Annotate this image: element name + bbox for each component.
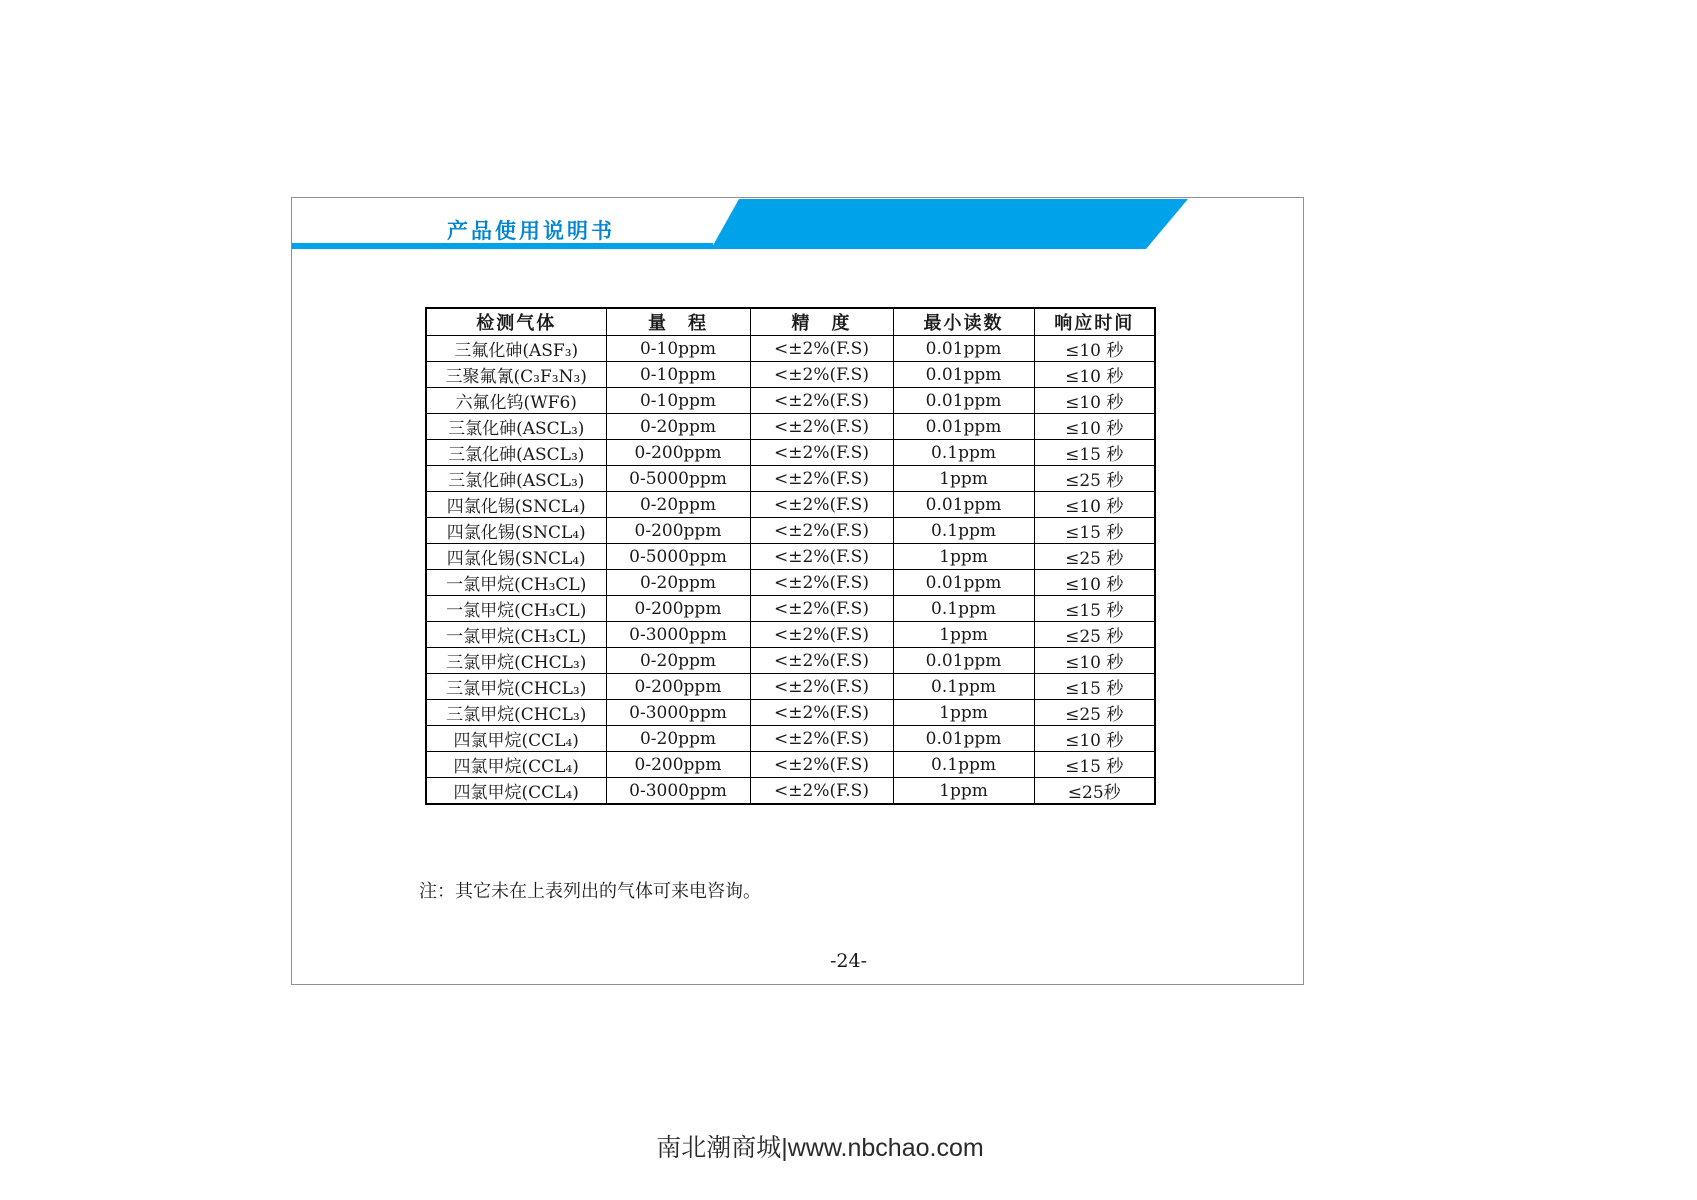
header-range: 量 程 [606, 308, 750, 336]
accuracy-cell: <±2%(F.S) [750, 570, 893, 596]
table-row [426, 388, 1155, 414]
table-row [426, 466, 1155, 492]
min-reading-cell: 1ppm [893, 466, 1034, 492]
range-cell: 0-200ppm [606, 440, 750, 466]
gas-cell: 三氯甲烷(CHCL₃) [426, 674, 606, 700]
header-min-reading: 最小读数 [893, 308, 1034, 336]
table-row [426, 518, 1155, 544]
response-time-cell: ≤15 秒 [1034, 752, 1155, 778]
range-cell: 0-200ppm [606, 596, 750, 622]
accuracy-cell: <±2%(F.S) [750, 518, 893, 544]
accuracy-cell: <±2%(F.S) [750, 752, 893, 778]
gas-cell: 四氯化锡(SNCL₄) [426, 544, 606, 570]
table-row [426, 440, 1155, 466]
gas-cell: 四氯化锡(SNCL₄) [426, 492, 606, 518]
table-row [426, 414, 1155, 440]
gas-cell: 一氯甲烷(CH₃CL) [426, 622, 606, 648]
accuracy-cell: <±2%(F.S) [750, 466, 893, 492]
gas-cell: 四氯甲烷(CCL₄) [426, 778, 606, 805]
range-cell: 0-5000ppm [606, 466, 750, 492]
gas-cell: 四氯甲烷(CCL₄) [426, 752, 606, 778]
table-row [426, 752, 1155, 778]
accuracy-cell: <±2%(F.S) [750, 388, 893, 414]
gas-cell: 三氯甲烷(CHCL₃) [426, 700, 606, 726]
response-time-cell: ≤25 秒 [1034, 466, 1155, 492]
range-cell: 0-3000ppm [606, 700, 750, 726]
gas-cell: 三氯甲烷(CHCL₃) [426, 648, 606, 674]
min-reading-cell: 0.1ppm [893, 596, 1034, 622]
gas-cell: 四氯化锡(SNCL₄) [426, 518, 606, 544]
accuracy-cell: <±2%(F.S) [750, 362, 893, 388]
response-time-cell: ≤25 秒 [1034, 700, 1155, 726]
accuracy-cell: <±2%(F.S) [750, 778, 893, 805]
min-reading-cell: 1ppm [893, 544, 1034, 570]
header-blue-banner [706, 199, 1188, 249]
gas-spec-table [425, 307, 1156, 805]
accuracy-cell: <±2%(F.S) [750, 700, 893, 726]
table-row [426, 336, 1155, 362]
response-time-cell: ≤25秒 [1034, 778, 1155, 805]
gas-spec-table-wrap [425, 307, 1156, 805]
document-page [291, 197, 1304, 985]
min-reading-cell: 0.01ppm [893, 648, 1034, 674]
accuracy-cell: <±2%(F.S) [750, 674, 893, 700]
accuracy-cell: <±2%(F.S) [750, 440, 893, 466]
response-time-cell: ≤15 秒 [1034, 440, 1155, 466]
document-title: 产品使用说明书 [447, 220, 615, 243]
accuracy-cell: <±2%(F.S) [750, 648, 893, 674]
range-cell: 0-200ppm [606, 518, 750, 544]
gas-cell: 一氯甲烷(CH₃CL) [426, 570, 606, 596]
range-cell: 0-20ppm [606, 570, 750, 596]
table-row [426, 700, 1155, 726]
min-reading-cell: 1ppm [893, 622, 1034, 648]
accuracy-cell: <±2%(F.S) [750, 336, 893, 362]
min-reading-cell: 1ppm [893, 700, 1034, 726]
min-reading-cell: 0.1ppm [893, 518, 1034, 544]
min-reading-cell: 0.1ppm [893, 752, 1034, 778]
range-cell: 0-3000ppm [606, 778, 750, 805]
min-reading-cell: 1ppm [893, 778, 1034, 805]
gas-cell: 六氟化钨(WF6) [426, 388, 606, 414]
table-row [426, 596, 1155, 622]
table-row [426, 362, 1155, 388]
response-time-cell: ≤10 秒 [1034, 362, 1155, 388]
table-header-row [426, 308, 1155, 336]
min-reading-cell: 0.01ppm [893, 726, 1034, 752]
gas-cell: 三氯化砷(ASCL₃) [426, 414, 606, 440]
table-row [426, 570, 1155, 596]
table-row [426, 674, 1155, 700]
page-number: -24- [829, 950, 868, 972]
accuracy-cell: <±2%(F.S) [750, 622, 893, 648]
range-cell: 0-5000ppm [606, 544, 750, 570]
table-note: 注：其它未在上表列出的气体可来电咨询。 [419, 881, 761, 902]
gas-cell: 四氯甲烷(CCL₄) [426, 726, 606, 752]
range-cell: 0-20ppm [606, 414, 750, 440]
accuracy-cell: <±2%(F.S) [750, 596, 893, 622]
min-reading-cell: 0.01ppm [893, 492, 1034, 518]
min-reading-cell: 0.01ppm [893, 570, 1034, 596]
response-time-cell: ≤10 秒 [1034, 388, 1155, 414]
response-time-cell: ≤15 秒 [1034, 518, 1155, 544]
response-time-cell: ≤10 秒 [1034, 648, 1155, 674]
gas-cell: 三氯化砷(ASCL₃) [426, 466, 606, 492]
table-row [426, 778, 1155, 805]
response-time-cell: ≤25 秒 [1034, 544, 1155, 570]
table-row [426, 622, 1155, 648]
header-gas: 检测气体 [426, 308, 606, 336]
response-time-cell: ≤15 秒 [1034, 596, 1155, 622]
accuracy-cell: <±2%(F.S) [750, 414, 893, 440]
table-row [426, 726, 1155, 752]
range-cell: 0-10ppm [606, 362, 750, 388]
range-cell: 0-200ppm [606, 674, 750, 700]
min-reading-cell: 0.01ppm [893, 414, 1034, 440]
range-cell: 0-10ppm [606, 388, 750, 414]
response-time-cell: ≤10 秒 [1034, 570, 1155, 596]
accuracy-cell: <±2%(F.S) [750, 726, 893, 752]
response-time-cell: ≤25 秒 [1034, 622, 1155, 648]
min-reading-cell: 0.01ppm [893, 388, 1034, 414]
accuracy-cell: <±2%(F.S) [750, 492, 893, 518]
site-footer-text: 南北潮商城|www.nbchao.com [656, 1134, 984, 1162]
response-time-cell: ≤15 秒 [1034, 674, 1155, 700]
header-response-time: 响应时间 [1034, 308, 1155, 336]
gas-cell: 三氯化砷(ASCL₃) [426, 440, 606, 466]
min-reading-cell: 0.01ppm [893, 362, 1034, 388]
min-reading-cell: 0.1ppm [893, 440, 1034, 466]
range-cell: 0-20ppm [606, 648, 750, 674]
min-reading-cell: 0.1ppm [893, 674, 1034, 700]
range-cell: 0-3000ppm [606, 622, 750, 648]
range-cell: 0-10ppm [606, 336, 750, 362]
table-row [426, 492, 1155, 518]
header-accuracy: 精 度 [750, 308, 893, 336]
accuracy-cell: <±2%(F.S) [750, 544, 893, 570]
min-reading-cell: 0.01ppm [893, 336, 1034, 362]
range-cell: 0-200ppm [606, 752, 750, 778]
table-row [426, 648, 1155, 674]
gas-cell: 三聚氟氰(C₃F₃N₃) [426, 362, 606, 388]
gas-cell: 三氟化砷(ASF₃) [426, 336, 606, 362]
response-time-cell: ≤10 秒 [1034, 726, 1155, 752]
response-time-cell: ≤10 秒 [1034, 336, 1155, 362]
response-time-cell: ≤10 秒 [1034, 492, 1155, 518]
response-time-cell: ≤10 秒 [1034, 414, 1155, 440]
gas-cell: 一氯甲烷(CH₃CL) [426, 596, 606, 622]
range-cell: 0-20ppm [606, 726, 750, 752]
range-cell: 0-20ppm [606, 492, 750, 518]
table-row [426, 544, 1155, 570]
